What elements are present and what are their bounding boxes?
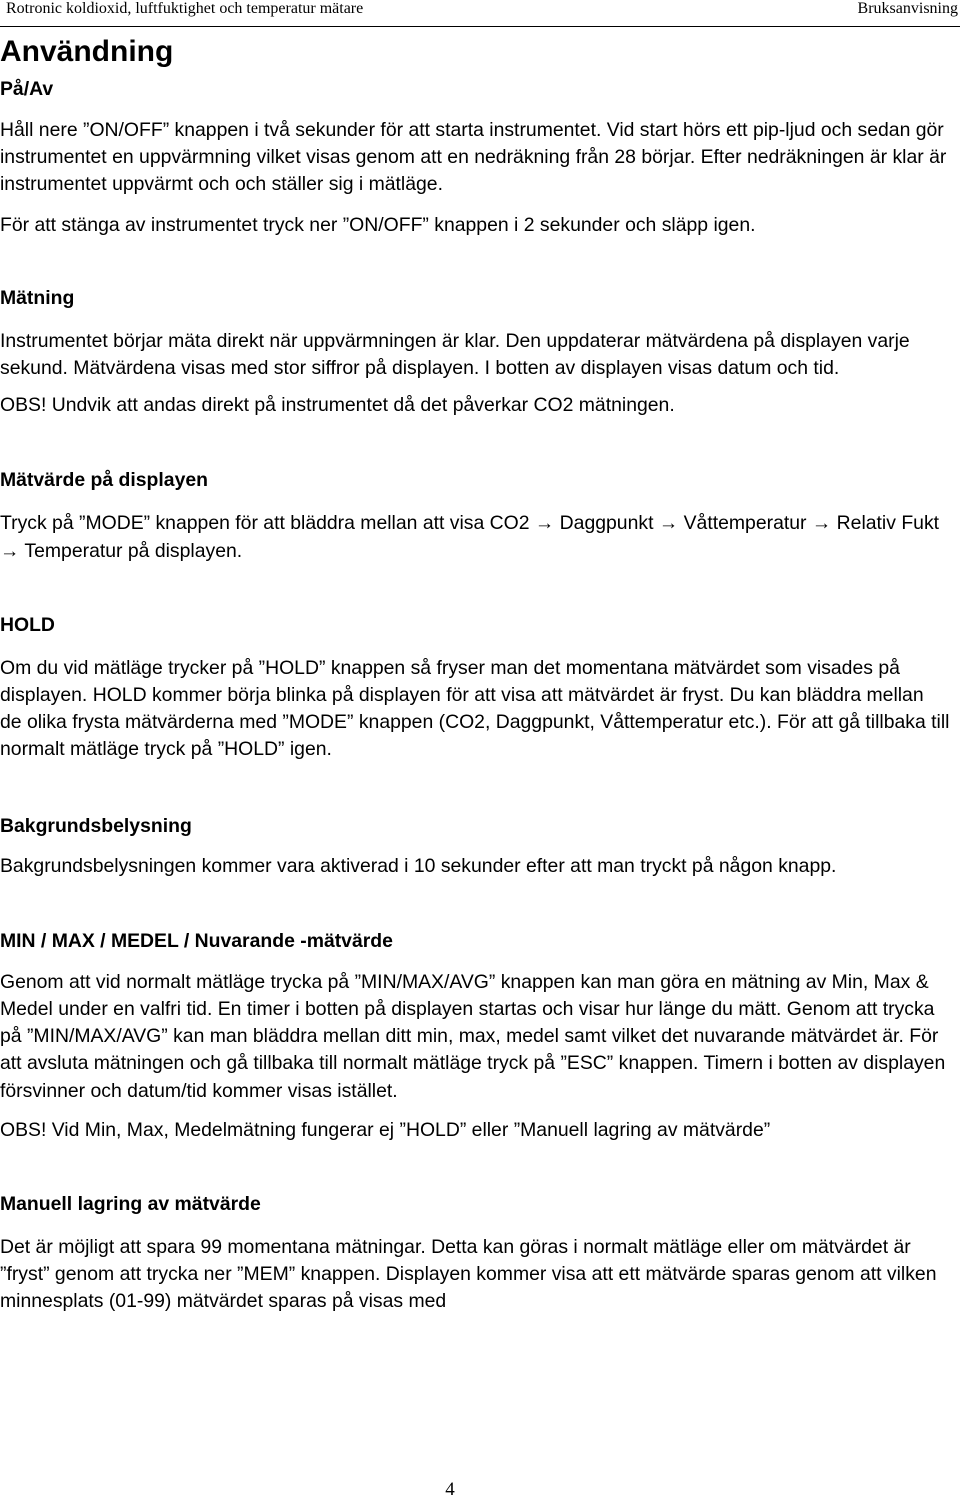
section-heading-min-max-medel: MIN / MAX / MEDEL / Nuvarande -mätvärde: [0, 929, 393, 952]
section-manuell-lagring: [0, 1191, 950, 1316]
page-title: Användning: [0, 35, 174, 68]
section-heading-manuell-lagring: Manuell lagring av mätvärde: [0, 1193, 261, 1216]
section-hold: [0, 612, 950, 764]
page-header: [0, 0, 960, 27]
paragraph-start-instrument: Håll nere ”ON/OFF” knappen i två sekunder för att starta instrumentet. Vid start hörs ett pip-ljud och sedan gör instrumentet en uppvärmning vilket visas genom att en nedräkning från 28 börjar. Efter nedräkningen är klar är instrumentet uppvärmt och och ställer sig i mätläge.: [0, 119, 947, 196]
paragraph-bakgrund-info: Bakgrundsbelysningen kommer vara aktiverad i 10 sekunder efter att man tryckt på någon knapp.: [0, 854, 837, 877]
paragraph-matning-info: Instrumentet börjar mäta direkt när uppvärmningen är klar. Den uppdaterar mätvärdena på displayen varje sekund. Mätvärdena visas med stor siffror på displayen. I botten av displayen visas datum och tid.: [0, 329, 910, 380]
paragraph-manuell-info: Det är möjligt att spara 99 momentana mätningar. Detta kan göras i normalt mätläge eller om mätvärdet är ”fryst” genom att trycka ner ”MEM” knappen. Displayen kommer visa att ett mätvärde sparas genom att vilken minnesplats (01-99) mätvärdet sparas på visas med: [0, 1236, 937, 1313]
section-heading-hold: HOLD: [0, 613, 55, 636]
section-pa-av: [0, 76, 950, 239]
paragraph-minmax-info: Genom att vid normalt mätläge trycka på ”MIN/MAX/AVG” knappen kan man göra en mätning av Min, Max & Medel under en valfri tid. En timer i botten på displayen startas och visar hur länge du mätt. Genom att trycka på ”MIN/MAX/AVG” kan man bläddra mellan ditt min, max, medel samt vilket det nuvarande mätvärdet är. För att avsluta mätningen och gå tillbaka till normalt mätläge tryck på ”ESC” knappen. Timern i botten av displayen försvinner och datum/tid kommer visas istället.: [0, 970, 946, 1102]
section-min-max-medel: [0, 928, 950, 1144]
section-matvarde-displayen: [0, 467, 950, 564]
header-document-title: Rotronic koldioxid, luftfuktighet och temperatur mätare: [6, 0, 364, 17]
section-bakgrundsbelysning: [0, 813, 950, 880]
paragraph-minmax-obs: OBS! Vid Min, Max, Medelmätning fungerar ej ”HOLD” eller ”Manuell lagring av mätvärde”: [0, 1118, 771, 1141]
paragraph-stop-instrument: För att stänga av instrumentet tryck ner ”ON/OFF” knappen i 2 sekunder och släpp igen.: [0, 213, 756, 236]
section-heading-bakgrundsbelysning: Bakgrundsbelysning: [0, 814, 192, 837]
header-document-type: Bruksanvisning: [857, 0, 958, 17]
paragraph-hold-info: Om du vid mätläge trycker på ”HOLD” knappen så fryser man det momentana mätvärdet som visades på displayen. HOLD kommer börja blinka på displayen för att visa att mätvärdet är fryst. Du kan bläddra mellan de olika frysta mätvärderna med ”MODE” knappen (CO2, Daggpunkt, Våttemperatur etc.). För att gå tillbaka till normalt mätläge tryck på ”HOLD” igen.: [0, 656, 950, 761]
section-heading-matvarde: Mätvärde på displayen: [0, 469, 208, 492]
paragraph-matning-obs: OBS! Undvik att andas direkt på instrumentet då det påverkar CO2 mätningen.: [0, 394, 675, 417]
section-matning: [0, 285, 950, 420]
section-heading-matning: Mätning: [0, 286, 75, 309]
paragraph-mode-cycle: Tryck på ”MODE” knappen för att bläddra mellan att visa CO2 → Daggpunkt → Våttemperatur → Relativ Fukt → Temperatur på displayen.: [0, 512, 940, 562]
section-heading-pa-av: På/Av: [0, 78, 54, 100]
page-number: 4: [445, 1479, 455, 1500]
page-content: [0, 30, 950, 1316]
